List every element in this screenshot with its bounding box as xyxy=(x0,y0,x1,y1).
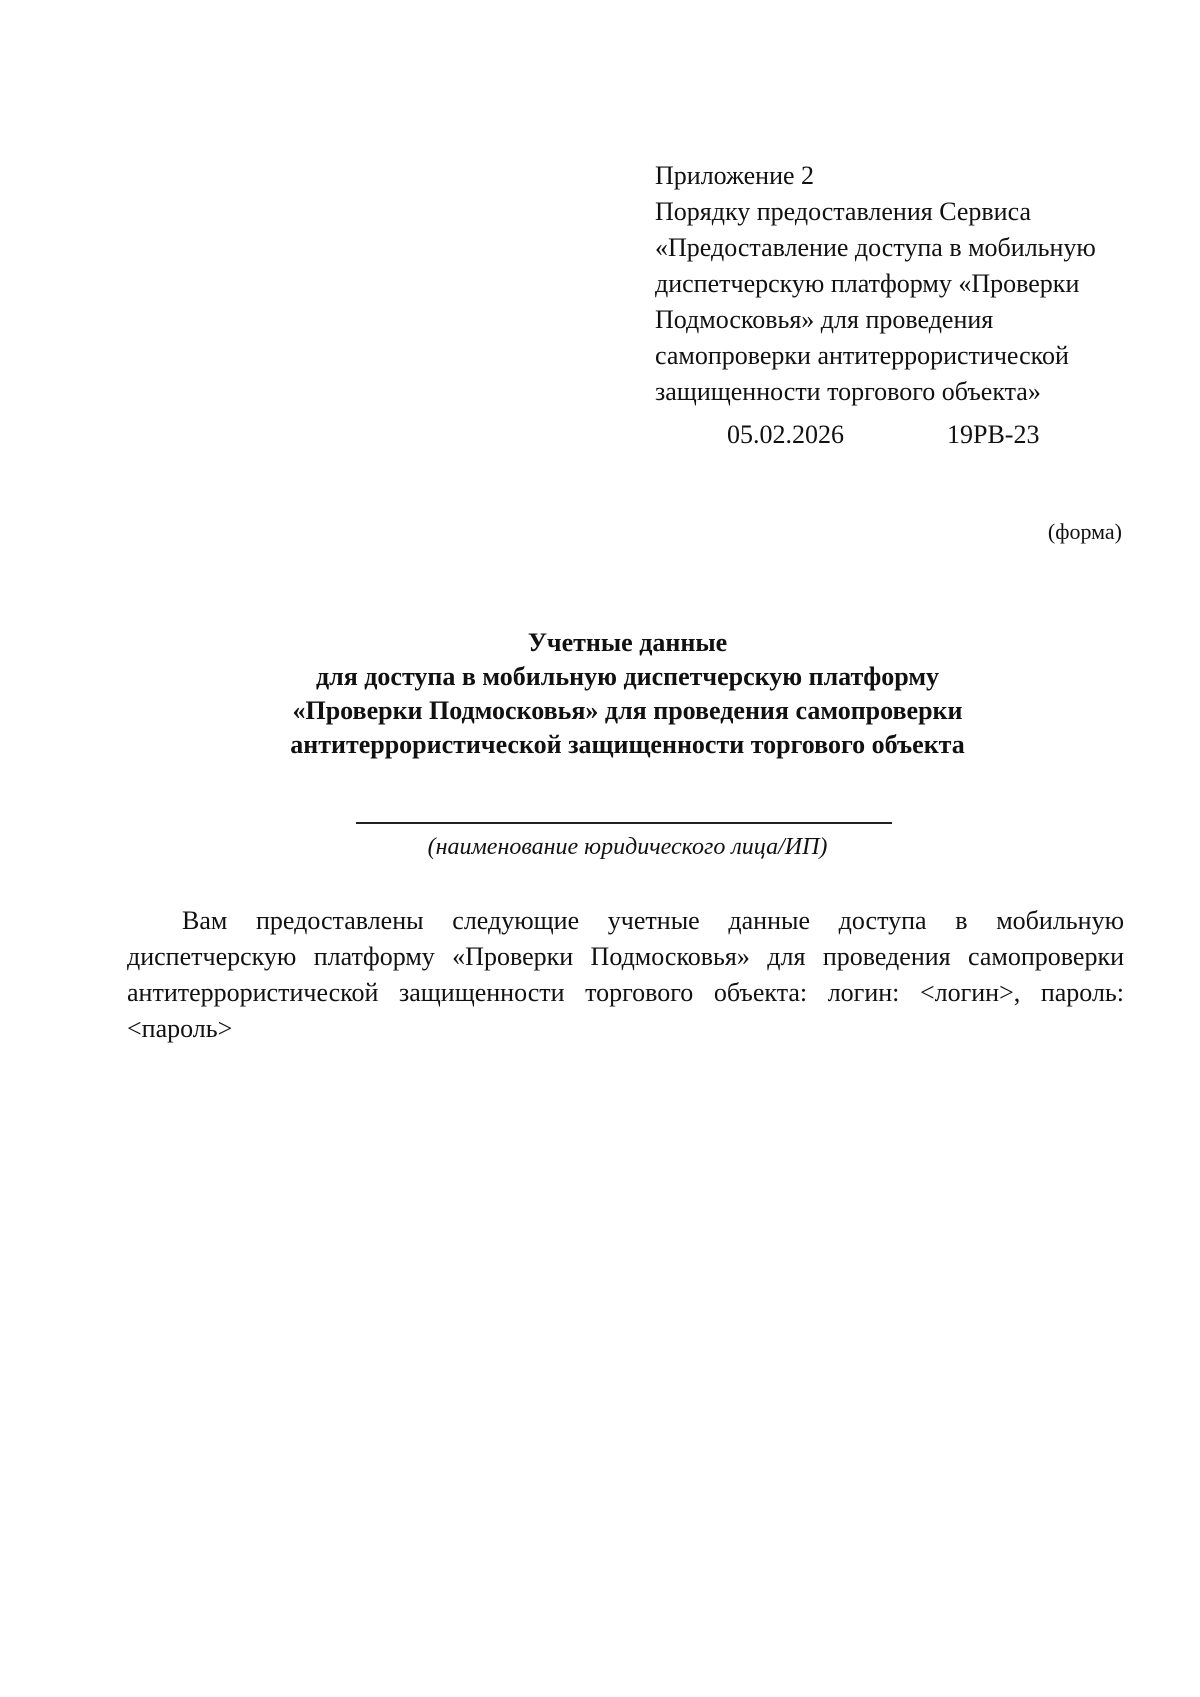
appendix-line: Приложение 2 xyxy=(655,161,815,190)
title-line: для доступа в мобильную диспетчерскую платформу xyxy=(315,662,940,691)
appendix-line: защищенности торгового объекта» xyxy=(655,377,1041,406)
credentials-paragraph: Вам предоставлены следующие учетные данные доступа в мобильную диспетчерскую платформу «Проверки Подмосковья» для проведения самопроверки антитеррористической защищенности торгового объекта: логин: <логин>, пароль: <пароль> xyxy=(127,906,1124,1043)
appendix-line: «Предоставление доступа в мобильную xyxy=(655,233,1096,262)
appendix-block xyxy=(655,158,1155,453)
title-line: антитеррористической защищенности торгового объекта xyxy=(290,730,965,759)
appendix-line: Подмосковья» для проведения xyxy=(655,305,994,334)
appendix-number: 19РВ-23 xyxy=(947,420,1040,449)
appendix-meta xyxy=(655,417,1155,453)
appendix-line: самопроверки антитеррористической xyxy=(655,341,1069,370)
appendix-line: диспетчерскую платформу «Проверки xyxy=(655,269,1080,298)
appendix-date: 05.02.2026 xyxy=(727,420,844,449)
entity-name-caption: (наименование юридического лица/ИП) xyxy=(427,834,828,860)
title-line: Учетные данные xyxy=(527,628,728,657)
title-line: «Проверки Подмосковья» для проведения самопроверки xyxy=(292,696,963,725)
entity-name-field-line xyxy=(356,822,892,824)
document-title xyxy=(0,626,1200,762)
form-label: (форма) xyxy=(1047,519,1122,544)
appendix-line: Порядку предоставления Сервиса xyxy=(655,197,1031,226)
